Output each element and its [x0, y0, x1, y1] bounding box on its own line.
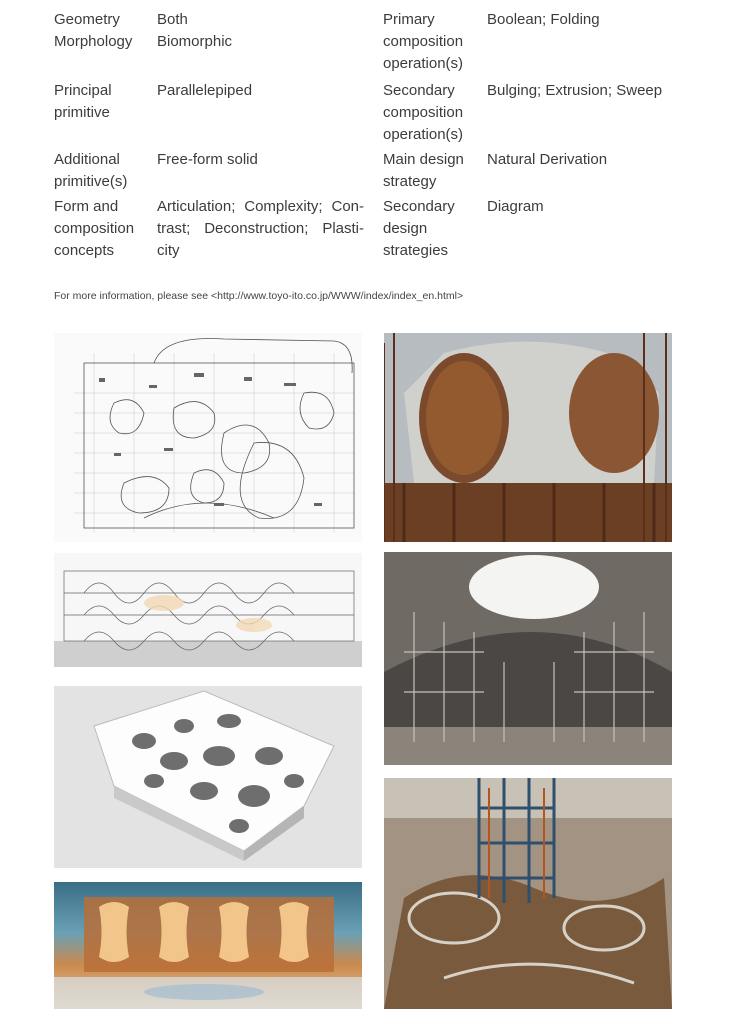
section-drawing-image	[54, 553, 362, 667]
primary-composition-value: Boolean; Folding	[487, 11, 600, 28]
more-info-line: For more information, please see <http://www.toyo-ito.co.jp/WWW/index/index_en.html>	[54, 290, 464, 302]
principal-primitive-value: Parallelepiped	[157, 82, 253, 99]
principal-primitive-label: Principal primitive	[54, 82, 112, 121]
secondary-composition-label: Secondary composition operation(s)	[383, 82, 464, 143]
geometry-morphology-label: Geometry Morphology	[54, 11, 133, 50]
main-design-strategy-value: Natural Derivation	[487, 151, 608, 168]
geometry-morphology-value: Both Biomorphic	[157, 11, 233, 50]
form-composition-value: Articulation; Complexity; Con- trast; Deconstruction; Plasti- city	[157, 198, 364, 259]
secondary-design-strategies-value: Diagram	[487, 198, 544, 215]
additional-primitive-value: Free-form solid	[157, 151, 258, 168]
construction-interior-photo	[384, 552, 672, 765]
secondary-composition-value: Bulging; Extrusion; Sweep	[487, 82, 663, 99]
primary-composition-label: Primary composition operation(s)	[383, 11, 464, 72]
main-design-strategy-label: Main design strategy	[383, 151, 464, 190]
additional-primitive-label: Additional primitive(s)	[54, 151, 128, 190]
secondary-design-strategies-label: Secondary design strategies	[383, 198, 455, 259]
rendered-cutaway-image	[54, 882, 362, 1009]
structural-model-image	[54, 686, 362, 868]
form-composition-label: Form and composition concepts	[54, 198, 135, 259]
construction-aerial-photo	[384, 778, 672, 1009]
construction-tubes-photo	[384, 333, 672, 542]
floor-plan-image	[54, 333, 362, 542]
